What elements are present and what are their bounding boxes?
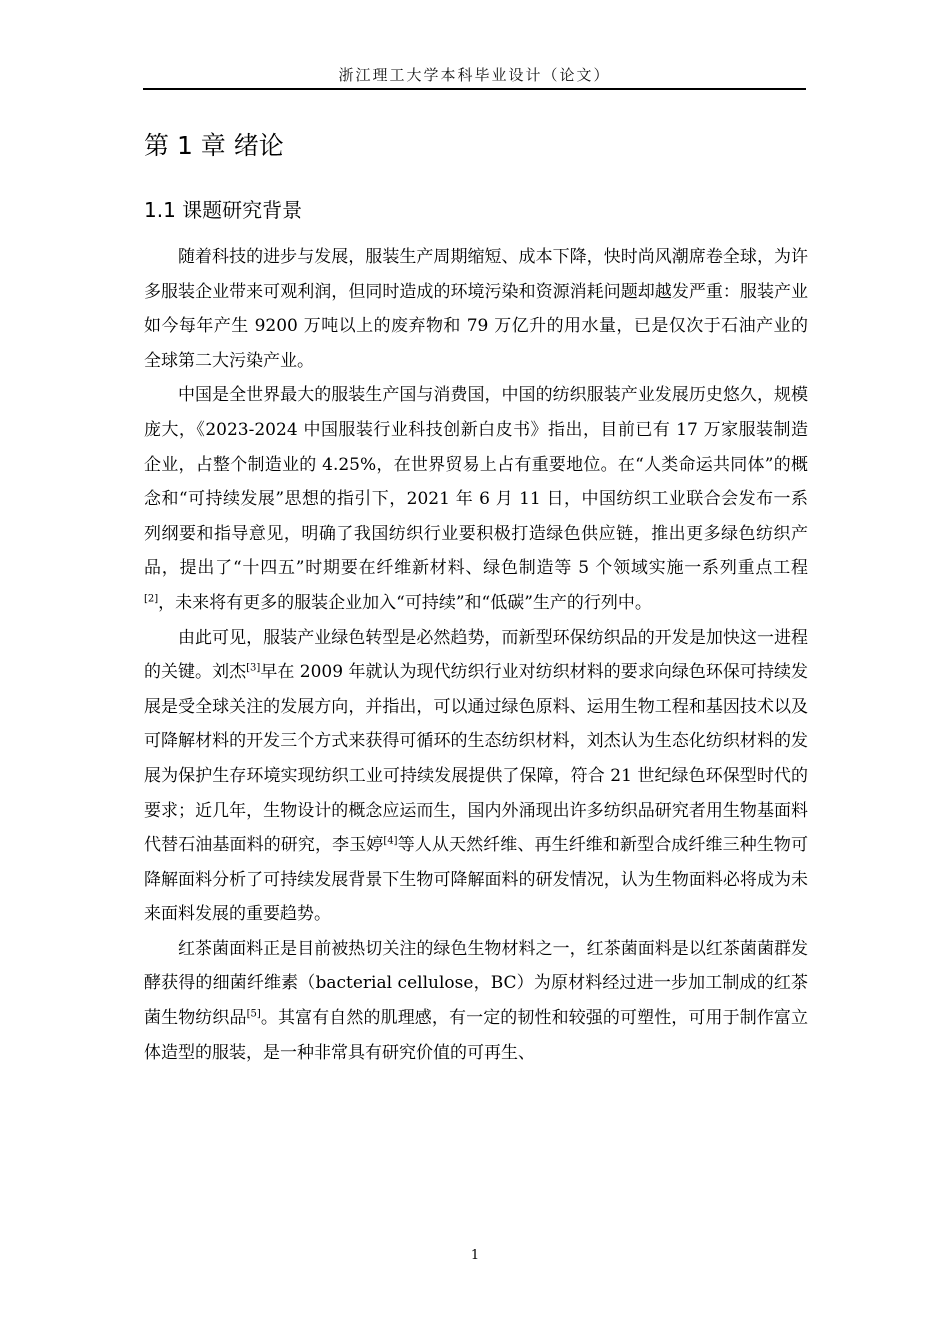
paragraph-3 (144, 621, 808, 932)
paragraph-text: 。其富有自然的肌理感，有一定的韧性和较强的可塑性，可用于制作富立体造型的服装，是一种非常具有研究价值的可再生、 (144, 1008, 809, 1063)
paragraph-text: 由此可见，服装产业绿色转型是必然趋势，而新型环保纺织品的开发是加快这一进程的关键。刘杰 (144, 627, 808, 683)
section-title: 1.1 课题研究背景 (144, 198, 303, 222)
paragraph-text: 红茶菌面料正是目前被热切关注的绿色生物材料之一，红茶菌面料是以红茶菌菌群发酵获得的细菌纤维素（bacterial cellulose，BC）为原材料经过进一步加工制成的红茶菌生物纺织品 (144, 938, 808, 1029)
chapter-title: 第 1 章 绪论 (144, 131, 284, 160)
citation-ref[interactable]: [5] (246, 1008, 261, 1020)
citation-ref[interactable]: [3] (246, 662, 261, 674)
paragraph-4 (144, 932, 808, 1070)
paragraph-2 (144, 378, 808, 620)
paragraph-text: 中国是全世界最大的服装生产国与消费国，中国的纺织服装产业发展历史悠久，规模庞大，《2023-2024 中国服装行业科技创新白皮书》指出，目前已有 17 万家服装制造企业，占整个制造业的 4.25%，在世界贸易上占有重要地位。在“人类命运共同体”的概念和“可持续发展”思想的指引下，2021 年 6 月 11 日，中国纺织工业联合会发布一系列纲要和指导意见，明确了我国纺织行业要积极打造绿色供应链，推出更多绿色纺织产品，提出了“十四五”时期要在纤维新材料、绿色制造等 5 个领域实施一系列重点工程 (144, 385, 808, 579)
page-number: 1 (470, 1248, 480, 1263)
paragraph-1 (144, 240, 808, 378)
header-rule (143, 88, 806, 90)
body-text (144, 240, 808, 1070)
paragraph-text: 早在 2009 年就认为现代纺织行业对纺织材料的要求向绿色环保可持续发展是受全球关注的发展方向，并指出，可以通过绿色原料、运用生物工程和基因技术以及可降解材料的开发三个方式来获得可循环的生态纺织材料，刘杰认为生态化纺织材料的发展为保护生存环境实现纺织工业可持续发展提供了保障，符合 21 世纪绿色环保型时代的要求；近几年，生物设计的概念应运而生，国内外涌现出许多纺织品研究者用生物基面料代替石油基面料的研究，李玉婷 (144, 662, 808, 856)
paragraph-text: 等人从天然纤维、再生纤维和新型合成纤维三种生物可降解面料分析了可持续发展背景下生物可降解面料的研发情况，认为生物面料必将成为未来面料发展的重要趋势。 (144, 835, 809, 925)
citation-ref[interactable]: [4] (383, 835, 398, 847)
paragraph-text: 随着科技的进步与发展，服装生产周期缩短、成本下降，快时尚风潮席卷全球，为许多服装企业带来可观利润，但同时造成的环境污染和资源消耗问题却越发严重：服装产业如今每年产生 9200 万吨以上的废弃物和 79 万亿升的用水量，已是仅次于石油产业的全球第二大污染产业。 (144, 247, 808, 371)
running-header: 浙江理工大学本科毕业设计（论文） (338, 66, 611, 84)
paragraph-text: ，未来将有更多的服装企业加入“可持续”和“低碳”生产的行列中。 (158, 592, 652, 613)
citation-ref[interactable]: [2] (144, 593, 159, 605)
